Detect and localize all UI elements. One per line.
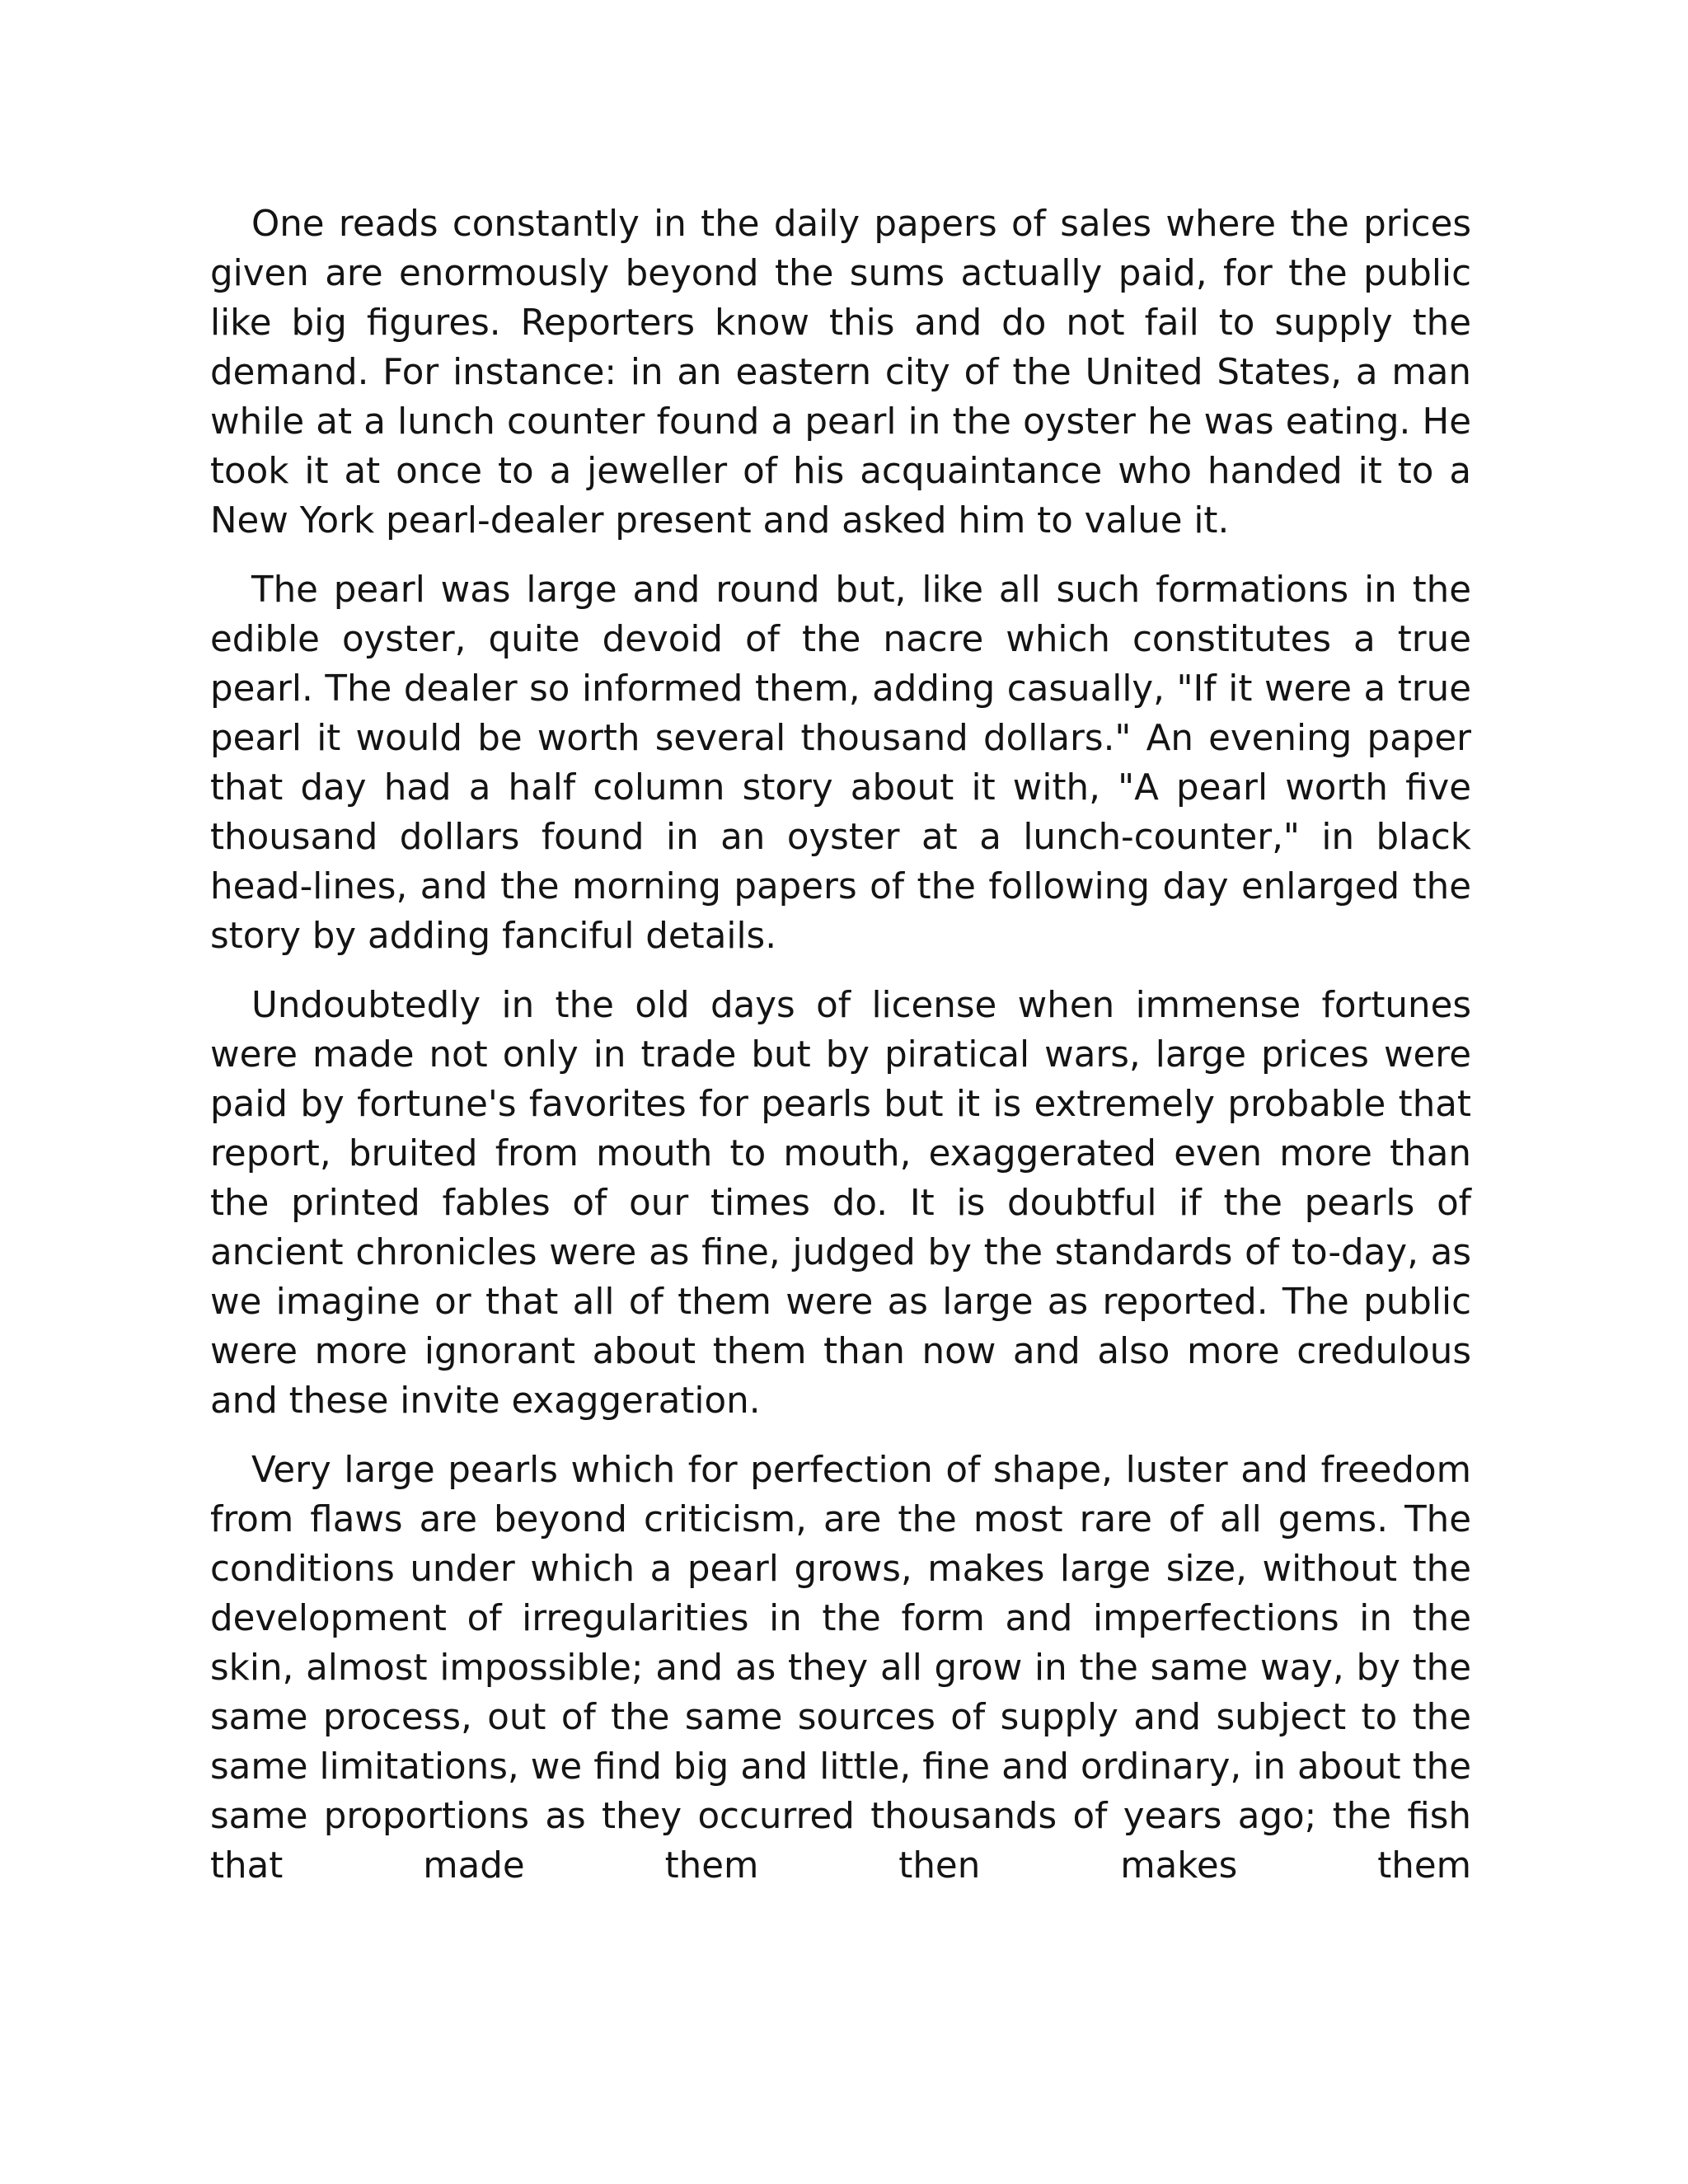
- paragraph-3: Undoubtedly in the old days of license when immense fortunes were made not only in trade but by piratical wars, large prices were paid by fortune's favorites for pearls but it is extremely probable that report, bruited from mouth to mouth, exaggerated even more than the printed fables of our times do. It is doubtful if the pearls of ancient chronicles were as fine, judged by the standards of to-day, as we imagine or that all of them were as large as reported. The public were more ignorant about them than now and also more credulous and these invite exaggeration.: [210, 985, 1471, 1422]
- paragraph-1: One reads constantly in the daily papers of sales where the prices given are enormously beyond the sums actually paid, for the public like big figures. Reporters know this and do not fail to supply the demand. For instance: in an eastern city of the United States, a man while at a lunch counter found a pearl in the oyster he was eating. He took it at once to a jeweller of his acquaintance who handed it to a New York pearl-dealer present and asked him to value it.: [210, 204, 1471, 541]
- body-text: [210, 199, 1471, 1891]
- paragraph-2: The pearl was large and round but, like all such formations in the edible oyster, quite devoid of the nacre which constitutes a true pearl. The dealer so informed them, adding casually, "If it were a true pearl it would be worth several thousand dollars." An evening paper that day had a half column story about it with, "A pearl worth five thousand dollars found in an oyster at a lunch-counter," in black head-lines, and the morning papers of the following day enlarged the story by adding fanciful details.: [210, 569, 1471, 957]
- paragraph-4: Very large pearls which for perfection of shape, luster and freedom from flaws are beyond criticism, are the most rare of all gems. The conditions under which a pearl grows, makes large size, without the development of irregularities in the form and imperfections in the skin, almost impossible; and as they all grow in the same way, by the same process, out of the same sources of supply and subject to the same limitations, we find big and little, fine and ordinary, in about the same proportions as they occurred thousands of years ago; the fish that made them then makes them: [210, 1450, 1471, 1886]
